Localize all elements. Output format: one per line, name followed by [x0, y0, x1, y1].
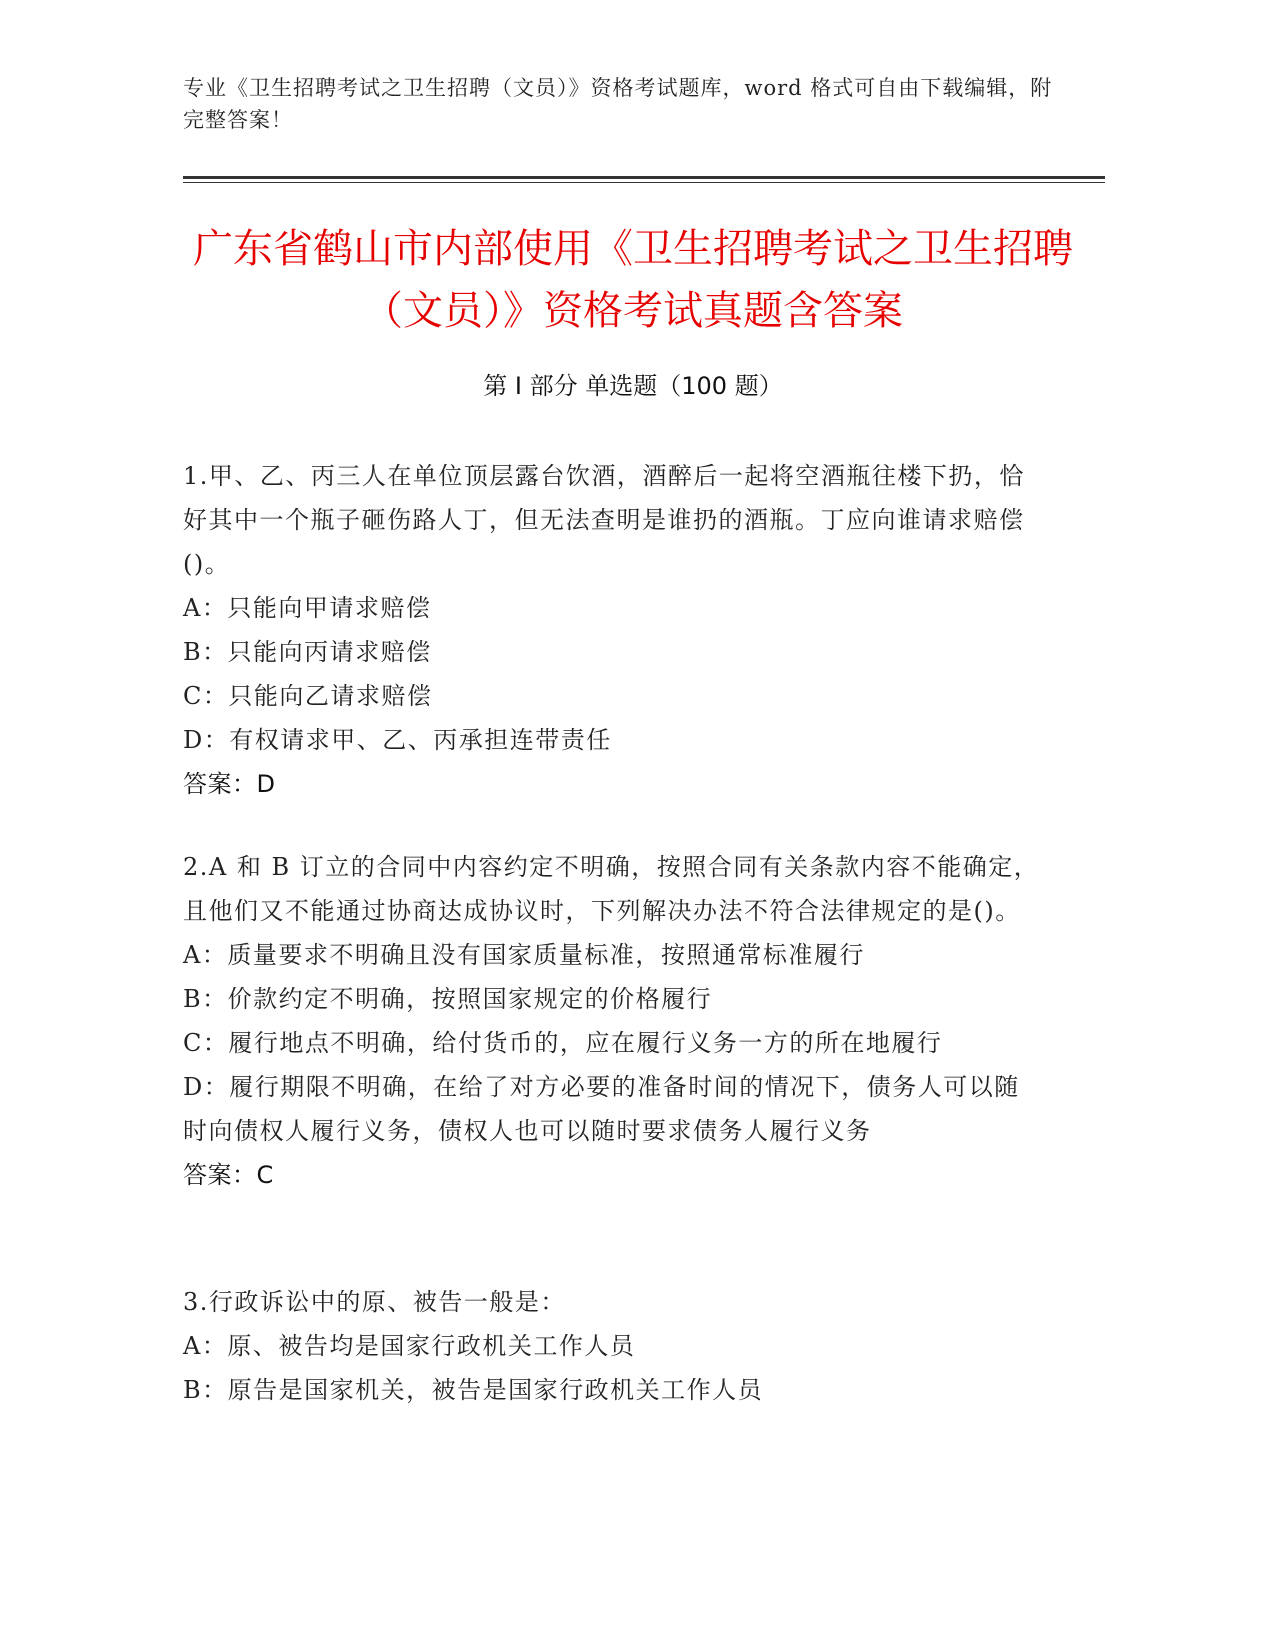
header-note: 专业《卫生招聘考试之卫生招聘（文员）》资格考试题库，word 格式可自由下载编辑，附完整答案！: [183, 76, 1053, 132]
option-a: A：原、被告均是国家行政机关工作人员: [183, 1332, 636, 1360]
question-stem: 2.A 和 B 订立的合同中内容约定不明确，按照合同有关条款内容不能确定，且他们又不能通过协商达成协议时，下列解决办法不符合法律规定的是()。: [183, 853, 1040, 925]
option-b: B：价款约定不明确，按照国家规定的价格履行: [183, 985, 713, 1013]
document-title: 广东省鹤山市内部使用《卫生招聘考试之卫生招聘（文员）》资格考试真题含答案: [193, 226, 1073, 334]
option-d: D：履行期限不明确，在给了对方必要的准备时间的情况下，债务人可以随时向债权人履行义务，债权人也可以随时要求债务人履行义务: [183, 1073, 1020, 1145]
question-3: [183, 1280, 1043, 1412]
answer-label: 答案：D: [183, 770, 276, 798]
section-title: 第 I 部分 单选题（100 题）: [483, 372, 783, 400]
option-b: B：只能向丙请求赔偿: [183, 638, 432, 666]
header-divider-thin: [183, 182, 1105, 183]
question-stem: 3.行政诉讼中的原、被告一般是：: [183, 1288, 566, 1316]
option-b: B：原告是国家机关，被告是国家行政机关工作人员: [183, 1376, 764, 1404]
header-divider-thick: [183, 176, 1105, 179]
option-d: D：有权请求甲、乙、丙承担连带责任: [183, 726, 612, 754]
option-c: C：履行地点不明确，给付货币的，应在履行义务一方的所在地履行: [183, 1029, 943, 1057]
option-a: A：只能向甲请求赔偿: [183, 594, 432, 622]
question-1: [183, 454, 1043, 806]
answer-label: 答案：C: [183, 1161, 274, 1189]
option-a: A：质量要求不明确且没有国家质量标准，按照通常标准履行: [183, 941, 865, 969]
question-stem: 1.甲、乙、丙三人在单位顶层露台饮酒，酒醉后一起将空酒瓶往楼下扔，恰好其中一个瓶子砸伤路人丁，但无法查明是谁扔的酒瓶。丁应向谁请求赔偿()。: [183, 462, 1025, 578]
option-c: C：只能向乙请求赔偿: [183, 682, 433, 710]
question-2: [183, 845, 1043, 1197]
